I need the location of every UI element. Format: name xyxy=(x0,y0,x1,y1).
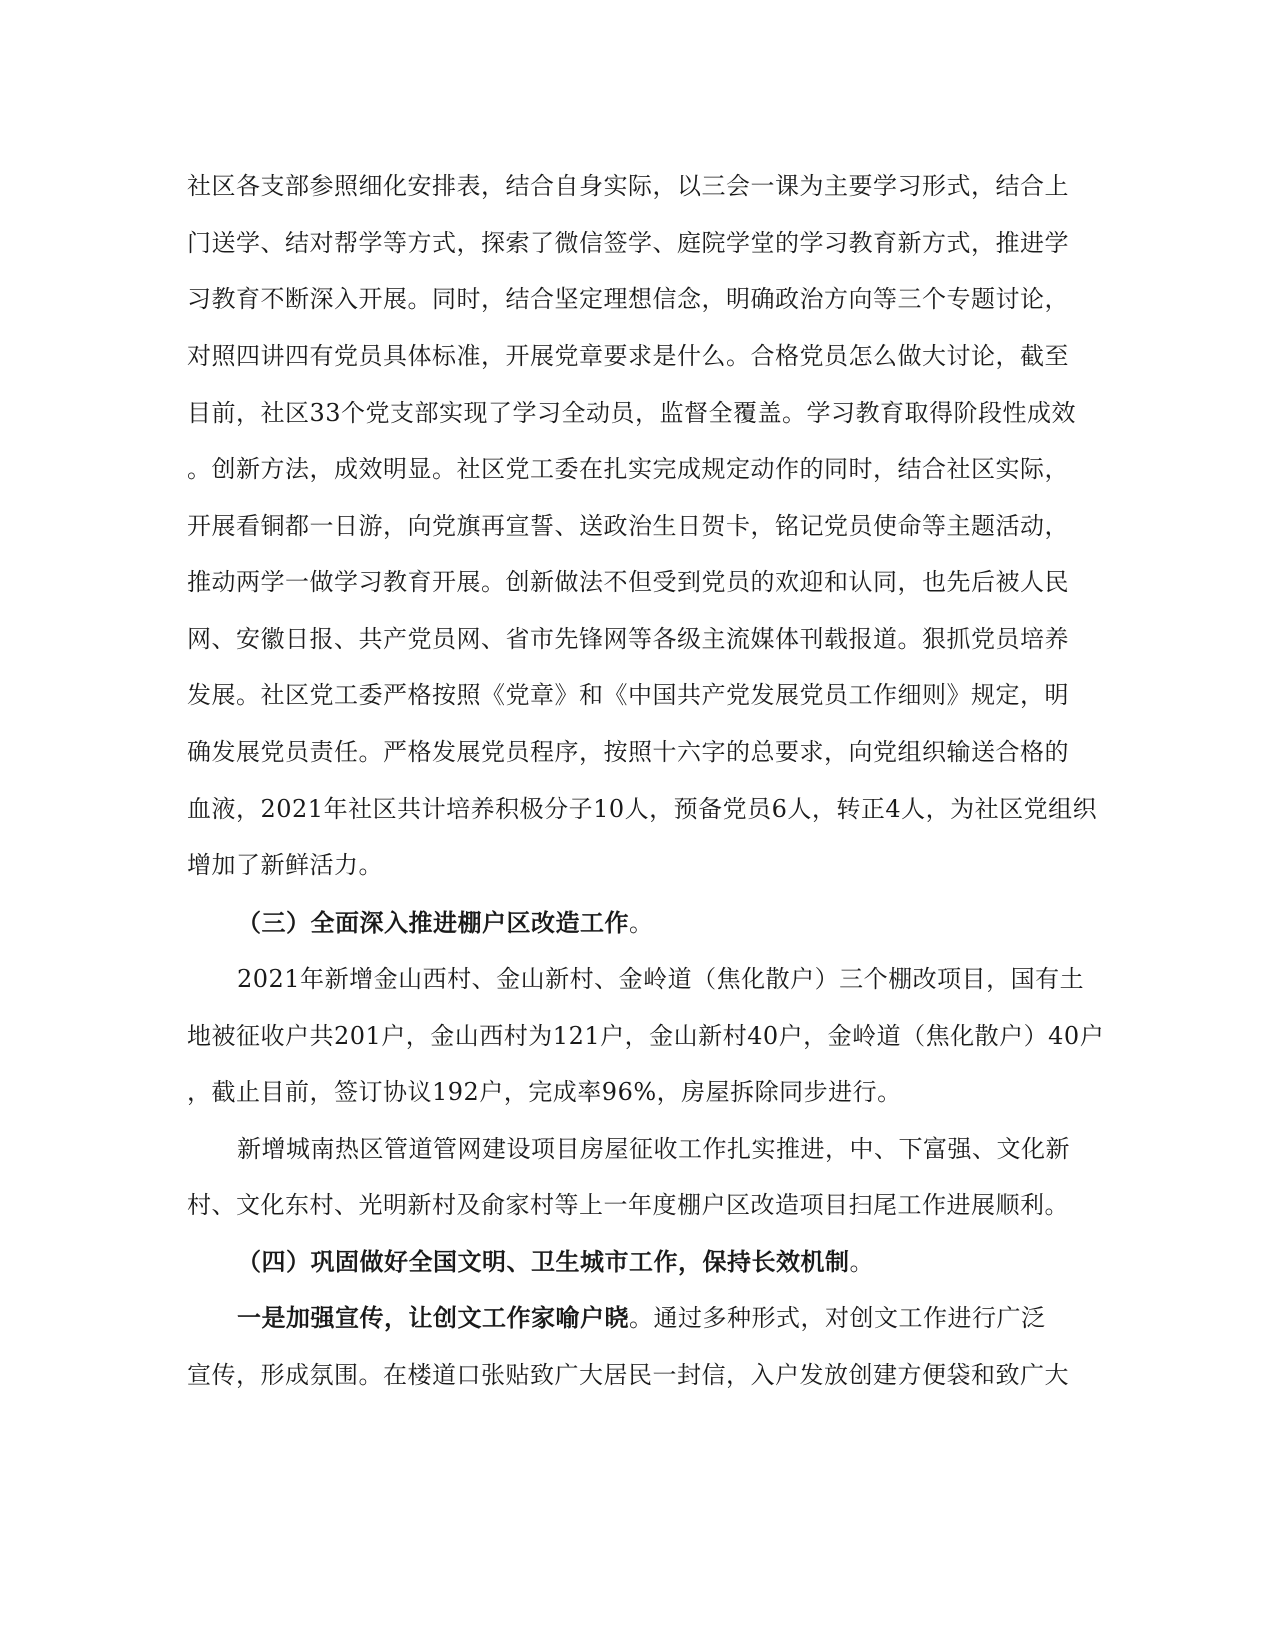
body-line: 网、安徽日报、共产党员网、省市先锋网等各级主流媒体刊载报道。狠抓党员培养 xyxy=(187,625,1069,653)
body-line: 对照四讲四有党员具体标准，开展党章要求是什么。合格党员怎么做大讨论，截至 xyxy=(187,342,1069,370)
body-line: ，截止目前，签订协议192户，完成率96%，房屋拆除同步进行。 xyxy=(187,1078,902,1106)
body-line: 宣传，形成氛围。在楼道口张贴致广大居民一封信，入户发放创建方便袋和致广大 xyxy=(187,1361,1069,1389)
para4-first-line xyxy=(237,1302,1137,1334)
section-heading-3 xyxy=(237,907,1137,939)
body-line: 习教育不断深入开展。同时，结合坚定理想信念，明确政治方向等三个专题讨论， xyxy=(187,285,1069,313)
body-line: 目前，社区33个党支部实现了学习全动员，监督全覆盖。学习教育取得阶段性成效 xyxy=(187,399,1077,427)
body-line: 地被征收户共201户，金山西村为121户，金山新村40户，金岭道（焦化散户）40户 xyxy=(187,1022,1105,1050)
para4-lead: 一是加强宣传，让创文工作家喻户晓 xyxy=(237,1303,629,1332)
section-heading-3-text: （三）全面深入推进棚户区改造工作 xyxy=(237,908,629,937)
body-line: 社区各支部参照细化安排表，结合自身实际，以三会一课为主要学习形式，结合上 xyxy=(187,172,1069,200)
body-line: 血液，2021年社区共计培养积极分子10人，预备党员6人，转正4人，为社区党组织 xyxy=(187,795,1098,823)
body-line: 村、文化东村、光明新村及俞家村等上一年度棚户区改造项目扫尾工作进展顺利。 xyxy=(187,1191,1069,1219)
section-heading-3-punct: 。 xyxy=(629,909,654,937)
body-line: 。创新方法，成效明显。社区党工委在扎实完成规定动作的同时，结合社区实际， xyxy=(187,455,1069,483)
body-line: 门送学、结对帮学等方式，探索了微信签学、庭院学堂的学习教育新方式，推进学 xyxy=(187,229,1069,257)
body-line: 开展看铜都一日游，向党旗再宣誓、送政治生日贺卡，铭记党员使命等主题活动， xyxy=(187,512,1069,540)
body-line: 2021年新增金山西村、金山新村、金岭道（焦化散户）三个棚改项目，国有土 xyxy=(237,965,1085,993)
body-line: 确发展党员责任。严格发展党员程序，按照十六字的总要求，向党组织输送合格的 xyxy=(187,738,1069,766)
body-line: 增加了新鲜活力。 xyxy=(187,851,383,879)
section-heading-4-punct: 。 xyxy=(849,1248,874,1276)
body-line: 发展。社区党工委严格按照《党章》和《中国共产党发展党员工作细则》规定，明 xyxy=(187,681,1069,709)
para4-lead-rest: 。通过多种形式，对创文工作进行广泛 xyxy=(629,1304,1046,1332)
body-line: 推动两学一做学习教育开展。创新做法不但受到党员的欢迎和认同，也先后被人民 xyxy=(187,568,1069,596)
body-line: 新增城南热区管道管网建设项目房屋征收工作扎实推进，中、下富强、文化新 xyxy=(237,1135,1070,1163)
section-heading-4-text: （四）巩固做好全国文明、卫生城市工作，保持长效机制 xyxy=(237,1247,850,1276)
section-heading-4 xyxy=(237,1246,1137,1278)
